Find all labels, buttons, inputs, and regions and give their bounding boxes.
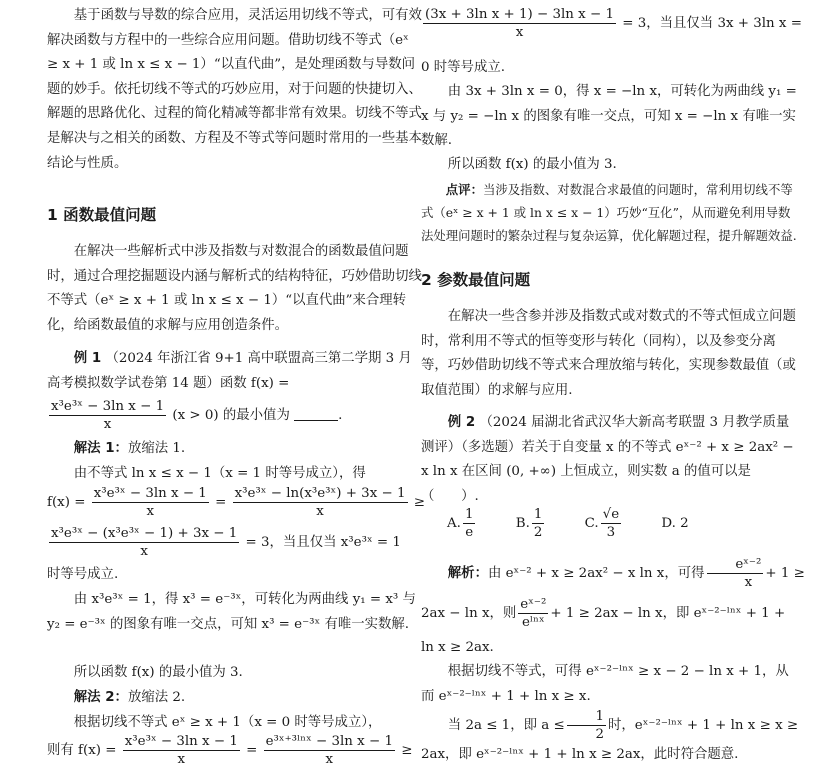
- analysis-line-1: [421, 556, 805, 591]
- analysis-fraction-3-den: 2: [595, 727, 605, 742]
- option-a-label: A.: [447, 516, 461, 531]
- option-b[interactable]: [516, 506, 547, 541]
- option-b-num: 1: [533, 507, 543, 522]
- example-2: [421, 411, 801, 509]
- solution-1-label: 解法 1：: [73, 441, 128, 456]
- solution-2-ge-sign: ≥: [401, 743, 413, 758]
- solution-2-eq-sign: =: [246, 743, 258, 758]
- option-b-den: 2: [533, 525, 543, 540]
- continued-fraction-den: x: [515, 25, 524, 40]
- option-c-label: C.: [584, 516, 599, 531]
- solution-1-equation-tail: = 3，当且仅当 x³e³ˣ = 1: [245, 535, 401, 550]
- solution-2-paragraph-2: 由 3x + 3ln x = 0，得 x = −ln x，可转化为两曲线 y₁ = x 与 y₂ = −ln x 的图象有唯一交点，可知 x = −ln x 有唯一实数解.: [421, 84, 797, 149]
- analysis-fraction-2-den: eˡⁿˣ: [521, 615, 545, 630]
- option-d[interactable]: D. 2: [661, 516, 689, 531]
- example-2-text: （2024 届湖北省武汉华大新高考联盟 3 月教学质量测评）（多选题）若关于自变量 x 的不等式 eˣ⁻² + x ≥ 2ax² − x ln x 在区间 (0, +∞) 上恒成立，则实数 a 的值可以是（ ）.: [421, 415, 794, 504]
- analysis-line-2: [421, 596, 801, 631]
- solution-1-fraction-1: [92, 485, 209, 520]
- solution-2-fraction-1-num: x³e³ˣ − 3ln x − 1: [124, 734, 238, 749]
- continued-fraction: [423, 6, 616, 41]
- option-a[interactable]: [447, 506, 477, 541]
- review-paragraph: [421, 178, 801, 247]
- option-c-den: 3: [606, 525, 616, 540]
- solution-1-equation-a: [47, 485, 425, 520]
- solution-1-line-1: 由不等式 ln x ≤ x − 1（x = 1 时等号成立），得: [73, 466, 366, 481]
- solution-2-title: 放缩法 2.: [127, 690, 186, 705]
- example-1-label: 例 1: [73, 351, 102, 366]
- example-1-denominator: x: [103, 417, 112, 432]
- solution-2-fraction-2-den: x: [325, 752, 334, 767]
- solution-1-fraction-3-num: x³e³ˣ − (x³e³ˣ − 1) + 3x − 1: [51, 526, 238, 541]
- example-1: [47, 347, 422, 396]
- intro-paragraph: 基于函数与导数的综合应用，灵活运用切线不等式，可有效解决函数与方程中的一些综合应用问题。借助切线不等式（eˣ ≥ x + 1 或 ln x ≤ x − 1）“以直代曲”，是处理函数与导数问题的妙手。依托切线不等式的巧妙应用，对于问题的快捷切入、解题的思路优化、过程的简化精减等都非常有效果。切线不等式是解决与之相关的函数、方程及不等式等问题时常用的一些基本结论与性质。: [47, 8, 422, 171]
- review-text: 当涉及指数、对数混合求最值的问题时，常利用切线不等式（eˣ ≥ x + 1 或 ln x ≤ x − 1）巧妙“互化”，从而避免利用导数法处理问题时的繁杂过程与复杂运算，优化解题过程，提升解题效益.: [421, 182, 797, 243]
- continued-line-2: 0 时等号成立.: [421, 60, 505, 75]
- analysis-text-g-a: 当 2a ≤ 1，即 a ≤: [447, 718, 565, 733]
- analysis-fraction-1: [707, 556, 764, 591]
- analysis-line-5: 2ax，即 eˣ⁻²⁻ˡⁿˣ + 1 + ln x ≥ 2ax，此时符合题意.: [421, 747, 739, 762]
- solution-2-label: 解法 2：: [73, 690, 128, 705]
- solution-1-paragraph-2: 由 x³e³ˣ = 1，得 x³ = e⁻³ˣ，可转化为两曲线 y₁ = x³ 与 y₂ = e⁻³ˣ 的图象有唯一交点，可知 x³ = e⁻³ˣ 有唯一实数解.: [47, 592, 416, 632]
- analysis-text-g-b: 时，eˣ⁻²⁻ˡⁿˣ + 1 + ln x ≥ x ≥: [608, 718, 799, 733]
- continued-equation: [421, 6, 801, 41]
- review-label: 点评：: [445, 182, 483, 197]
- solution-1-fraction-1-den: x: [146, 504, 155, 519]
- analysis-paragraph-2: 根据切线不等式，可得 eˣ⁻²⁻ˡⁿˣ ≥ x − 2 − ln x + 1，从而 eˣ⁻²⁻ˡⁿˣ + 1 + ln x ≥ x.: [421, 664, 789, 704]
- solution-1-heading: [47, 437, 422, 462]
- solution-1-fraction-2: [233, 485, 408, 520]
- option-a-fraction: [463, 506, 476, 541]
- solution-2-conclusion: 所以函数 f(x) 的最小值为 3.: [447, 157, 617, 172]
- option-c-fraction: [601, 506, 621, 541]
- continued-equation-tail: = 3，当且仅当 3x + 3ln x =: [622, 16, 802, 31]
- solution-1-fraction-2-num: x³e³ˣ − ln(x³e³ˣ) + 3x − 1: [234, 486, 406, 501]
- solution-2-fraction-1-den: x: [177, 752, 186, 767]
- section-heading-2: 2 参数最值问题: [421, 271, 531, 289]
- solution-1-fraction-1-num: x³e³ˣ − 3ln x − 1: [93, 486, 207, 501]
- analysis-line-4: [421, 708, 801, 743]
- solution-2-equation: [47, 733, 422, 768]
- answer-blank: [294, 406, 338, 421]
- solution-1-equation-b: [47, 525, 422, 560]
- analysis-fraction-3: [567, 708, 606, 743]
- example-1-source: （2024 年浙江省 9+1 高中联盟高三第二学期 3 月高考模拟数学试卷第 14 题）函数 f(x) =: [47, 351, 412, 391]
- section-heading-1: 1 函数最值问题: [47, 206, 157, 224]
- solution-2-fraction-1: [123, 733, 240, 768]
- section-2-paragraph: 在解决一些含参并涉及指数式或对数式的不等式恒成立问题时，常利用不等式的恒等变形与转化（同构），以及参变分离等，巧妙借助切线不等式来合理放缩与转化，实现参数最值（或取值范围）的求解与应用.: [421, 309, 796, 398]
- analysis-fraction-1-num: eˣ⁻²: [707, 556, 764, 574]
- analysis-text-c: 2ax − ln x，则: [421, 606, 517, 621]
- option-b-fraction: [532, 506, 545, 541]
- option-b-label: B.: [515, 516, 530, 531]
- continued-fraction-num: (3x + 3ln x + 1) − 3ln x − 1: [425, 7, 614, 22]
- example-1-fraction: [49, 398, 166, 433]
- analysis-text-a: 由 eˣ⁻² + x ≥ 2ax² − x ln x，可得: [487, 566, 705, 581]
- example-1-tail: (x > 0) 的最小值为: [172, 408, 290, 423]
- analysis-fraction-1-den: x: [744, 575, 753, 590]
- solution-1-fraction-3-den: x: [140, 544, 148, 559]
- solution-2-fraction-2-num: e³ˣ⁺³ˡⁿˣ − 3ln x − 1: [265, 734, 393, 749]
- solution-1-fraction-3: [49, 525, 239, 560]
- solution-1-conclusion: 所以函数 f(x) 的最小值为 3.: [73, 665, 243, 680]
- analysis-text-d: + 1 ≥ 2ax − ln x，即 eˣ⁻²⁻ˡⁿˣ + 1 +: [550, 606, 786, 621]
- solution-1-lhs: f(x) =: [47, 495, 86, 510]
- analysis-fraction-3-num: 1: [567, 708, 606, 726]
- analysis-label: 解析：: [447, 566, 488, 581]
- option-a-num: 1: [464, 507, 474, 522]
- solution-1-eq-sign: =: [215, 495, 227, 510]
- example-1-numerator: x³e³ˣ − 3ln x − 1: [51, 399, 165, 414]
- analysis-fraction-2-num: eˣ⁻²: [520, 597, 547, 612]
- solution-1-fraction-2-den: x: [316, 504, 324, 519]
- solution-1-ge-sign: ≥: [413, 495, 425, 510]
- solution-2-line-1: 根据切线不等式 eˣ ≥ x + 1（x = 0 时等号成立），: [73, 715, 382, 730]
- analysis-line-3: ln x ≥ 2ax.: [421, 640, 494, 655]
- solution-1-line-equality: 时等号成立.: [47, 567, 119, 582]
- analysis-text-b: + 1 ≥: [765, 566, 805, 581]
- option-c-num: √e: [602, 507, 620, 522]
- example-1-formula: $\frac{\text{x³e³ˣ − 3ln x − 1}}{x}$ (x > 0) 的最小值为 .: [51, 399, 343, 432]
- options-row: [421, 506, 801, 541]
- example-2-label: 例 2: [447, 415, 476, 430]
- section-1-paragraph: 在解决一些解析式中涉及指数与对数混合的函数最值问题时，通过合理挖掘题设内涵与解析式的结构特征，巧妙借助切线不等式（eˣ ≥ x + 1 或 ln x ≤ x − 1）“以直代曲”来合理转化，给函数最值的求解与应用创造条件。: [47, 244, 422, 333]
- option-a-den: e: [465, 525, 474, 540]
- solution-2-fraction-2: [264, 733, 395, 768]
- option-c[interactable]: [585, 506, 624, 541]
- analysis-fraction-2: [518, 596, 548, 631]
- solution-1-title: 放缩法 1.: [127, 441, 186, 456]
- solution-2-heading: [47, 686, 422, 711]
- solution-2-lhs: 则有 f(x) =: [47, 743, 117, 758]
